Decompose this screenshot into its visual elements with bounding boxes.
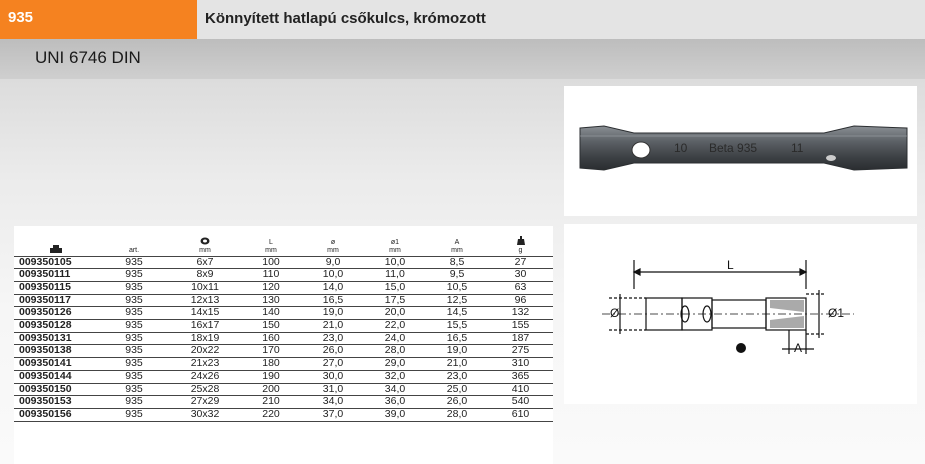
- cell-art: 935: [125, 268, 143, 281]
- cell-diameter: 21,0: [322, 319, 344, 332]
- cell-length: 180: [262, 357, 280, 370]
- cell-art: 935: [125, 395, 143, 408]
- cell-code: 009350156: [19, 407, 72, 420]
- cell-diameter: 31,0: [322, 382, 344, 395]
- cell-diameter: 19,0: [322, 306, 344, 319]
- cell-code: 009350115: [19, 280, 71, 293]
- cell-hex-size: 20x22: [190, 344, 220, 357]
- col-header-code: [14, 230, 98, 256]
- cell-a-dim: 8,5: [449, 255, 465, 268]
- cell-hex-size: 24x26: [190, 369, 220, 382]
- cell-diameter: 9,0: [325, 255, 341, 268]
- cell-diameter: 27,0: [322, 357, 344, 370]
- cell-weight: 540: [511, 395, 530, 408]
- cell-diameter1: 22,0: [384, 319, 406, 332]
- cell-code: 009350131: [19, 331, 72, 344]
- orientation-dot: [736, 343, 746, 353]
- table-row: [14, 396, 553, 409]
- cell-art: 935: [125, 369, 143, 382]
- cell-code: 009350138: [19, 344, 72, 357]
- cell-weight: 610: [511, 407, 530, 420]
- cell-art: 935: [125, 357, 143, 370]
- standard-subtitle: UNI 6746 DIN: [35, 48, 141, 67]
- cell-a-dim: 25,0: [446, 382, 468, 395]
- table-row: [14, 408, 553, 421]
- cell-length: 110: [262, 268, 280, 281]
- cell-hex-size: 10x11: [191, 280, 219, 293]
- cell-a-dim: 9,5: [449, 268, 465, 281]
- cell-art: 935: [125, 319, 143, 332]
- cell-code: 009350105: [19, 255, 72, 268]
- marking-brand: Beta 935: [709, 141, 758, 155]
- cell-length: 100: [262, 255, 280, 268]
- cell-hex-size: 16x17: [190, 319, 220, 332]
- cell-diameter1: 20,0: [384, 306, 406, 319]
- cell-a-dim: 23,0: [446, 369, 468, 382]
- cell-diameter1: 32,0: [384, 369, 406, 382]
- cell-diameter: 10,0: [322, 268, 344, 281]
- cell-weight: 410: [511, 382, 530, 395]
- cell-diameter1: 11,0: [385, 268, 405, 281]
- cell-weight: 27: [514, 255, 527, 268]
- cell-diameter: 23,0: [322, 331, 344, 344]
- label-diameter: Ø: [610, 306, 620, 320]
- cell-art: 935: [125, 344, 143, 357]
- page-title: Könnyített hatlapú csőkulcs, krómozott: [205, 10, 486, 27]
- cell-weight: 155: [511, 319, 530, 332]
- cell-weight: 96: [514, 293, 527, 306]
- table-row: [14, 332, 553, 345]
- col-header-hex: mm: [170, 230, 240, 256]
- cell-length: 130: [262, 293, 280, 306]
- col-header-L: L mm: [265, 238, 277, 254]
- table-row: [14, 345, 553, 358]
- label-A: A: [794, 341, 803, 355]
- table-row: [14, 281, 553, 294]
- cell-hex-size: 8x9: [196, 268, 214, 281]
- cell-a-dim: 19,0: [446, 344, 468, 357]
- cell-code: 009350153: [19, 395, 72, 408]
- hex-size-icon: [200, 237, 210, 245]
- table-row: [14, 256, 553, 269]
- cell-length: 170: [262, 344, 280, 357]
- cell-length: 210: [262, 395, 280, 408]
- cell-code: 009350111: [19, 268, 71, 281]
- col-header-A: A mm: [451, 238, 463, 254]
- cell-a-dim: 14,5: [446, 306, 468, 319]
- cell-diameter1: 28,0: [384, 344, 406, 357]
- weight-icon: [517, 236, 525, 245]
- table-row: [14, 320, 553, 333]
- col-header-weight: g: [488, 230, 553, 256]
- cell-hex-size: 14x15: [190, 306, 220, 319]
- cell-art: 935: [125, 280, 143, 293]
- cell-diameter: 26,0: [322, 344, 344, 357]
- cell-code: 009350126: [19, 306, 72, 319]
- cell-a-dim: 10,5: [446, 280, 468, 293]
- col-header-diam: ø mm: [327, 238, 339, 254]
- cell-art: 935: [125, 306, 143, 319]
- cell-diameter1: 17,5: [384, 293, 406, 306]
- cell-code: 009350128: [19, 319, 72, 332]
- cell-diameter1: 39,0: [384, 407, 406, 420]
- table-row: [14, 307, 553, 320]
- cell-art: 935: [125, 255, 143, 268]
- cell-a-dim: 15,5: [446, 319, 468, 332]
- cell-diameter: 14,0: [322, 280, 344, 293]
- cell-code: 009350141: [19, 357, 72, 370]
- cell-weight: 365: [511, 369, 530, 382]
- cell-code: 009350117: [19, 293, 71, 306]
- cell-art: 935: [125, 331, 143, 344]
- cell-weight: 30: [514, 268, 527, 281]
- table-row: [14, 294, 553, 307]
- cell-diameter1: 15,0: [384, 280, 406, 293]
- cell-diameter: 37,0: [322, 407, 344, 420]
- cell-diameter1: 10,0: [384, 255, 406, 268]
- table-header-row: [14, 230, 553, 256]
- table-row: [14, 269, 553, 282]
- cell-weight: 63: [514, 280, 527, 293]
- marking-left: 10: [674, 141, 688, 155]
- cell-diameter1: 36,0: [384, 395, 406, 408]
- marking-right: 11: [791, 141, 804, 155]
- technical-drawing: [564, 224, 917, 404]
- tube-wrench-illustration: [564, 86, 917, 216]
- cell-length: 160: [262, 331, 280, 344]
- spec-table-container: [14, 226, 553, 464]
- table-row: [14, 358, 553, 371]
- cell-code: 009350144: [19, 369, 72, 382]
- cell-diameter: 16,5: [322, 293, 344, 306]
- dimension-diagram: [564, 224, 917, 404]
- cell-weight: 187: [511, 331, 530, 344]
- col-header-diam1: ø1 mm: [389, 238, 401, 254]
- cell-hex-size: 27x29: [190, 395, 220, 408]
- cell-hex-size: 18x19: [190, 331, 220, 344]
- cell-length: 200: [262, 382, 280, 395]
- cell-length: 120: [262, 280, 280, 293]
- cell-art: 935: [125, 382, 143, 395]
- cell-length: 190: [262, 369, 280, 382]
- label-L: L: [727, 258, 734, 272]
- cell-hex-size: 21x23: [190, 357, 220, 370]
- cell-weight: 132: [511, 306, 530, 319]
- col-header-art: art.: [128, 246, 140, 254]
- cell-a-dim: 21,0: [446, 357, 468, 370]
- cell-hex-size: 25x28: [190, 382, 220, 395]
- cell-length: 140: [262, 306, 280, 319]
- cell-art: 935: [125, 407, 143, 420]
- cell-diameter: 34,0: [322, 395, 344, 408]
- cell-hex-size: 6x7: [196, 255, 214, 268]
- product-code-icon: [49, 244, 63, 253]
- cell-hex-size: 12x13: [190, 293, 220, 306]
- label-diameter1: Ø1: [828, 306, 845, 320]
- cell-art: 935: [125, 293, 143, 306]
- cell-a-dim: 28,0: [446, 407, 468, 420]
- cell-diameter1: 24,0: [384, 331, 406, 344]
- product-code-badge: 935: [0, 0, 197, 39]
- table-row: [14, 383, 553, 396]
- cell-diameter1: 34,0: [384, 382, 406, 395]
- cell-diameter1: 29,0: [384, 357, 406, 370]
- cell-length: 150: [262, 319, 280, 332]
- cross-hole: [632, 142, 650, 158]
- cell-diameter: 30,0: [322, 369, 344, 382]
- cell-a-dim: 26,0: [446, 395, 468, 408]
- cell-hex-size: 30x32: [190, 407, 220, 420]
- cell-length: 220: [262, 407, 280, 420]
- spec-table: [14, 230, 553, 422]
- cell-a-dim: 16,5: [446, 331, 468, 344]
- table-row: [14, 370, 553, 383]
- cell-weight: 310: [511, 357, 530, 370]
- product-photo: [564, 86, 917, 216]
- cell-weight: 275: [511, 344, 530, 357]
- cell-a-dim: 12,5: [446, 293, 468, 306]
- cell-code: 009350150: [19, 382, 72, 395]
